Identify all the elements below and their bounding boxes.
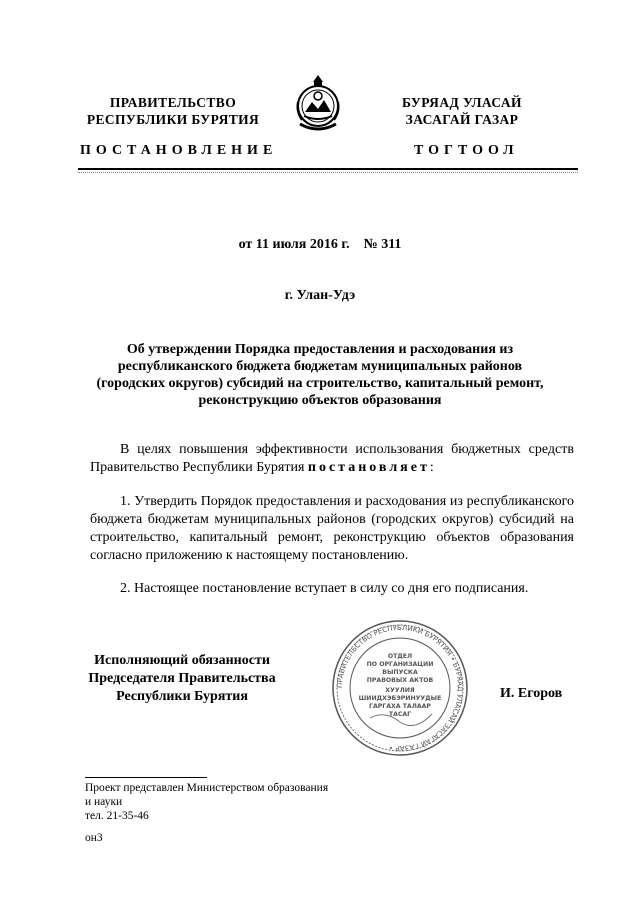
signatory-title-line2: Председателя Правительства (88, 671, 276, 686)
header-divider-dotted (78, 172, 578, 173)
signatory-title (78, 652, 286, 706)
intro-paragraph (90, 441, 574, 477)
seal-ring-text: ПРАВИТЕЛЬСТВО РЕСПУБЛИКИ БУРЯТИЯ • БУРЯАД УЛАСАЙ ЗАСАГАЙ ГАЗАР • (335, 623, 465, 753)
footnote (85, 781, 385, 823)
official-seal-icon (330, 618, 470, 758)
item-2-paragraph: 2. Настоящее постановление вступает в силу со дня его подписания. (120, 581, 529, 596)
document-title: Об утверждении Порядка предоставления и расходования из республиканского бюджета бюджетам муниципальных районов (городских округов) субсидий на строительство, капитальный ремонт, реконструкцию объектов образования (96, 342, 544, 408)
document-city: г. Улан-Удэ (284, 288, 356, 303)
signatory-name: И. Егоров (500, 686, 563, 701)
footnote-line1: Проект представлен Министерством образования (85, 782, 329, 794)
seal-center-line: ГАРГАХА ТАЛААР (369, 703, 431, 710)
document-code: он3 (85, 832, 103, 844)
resolves-keyword: постановляет (307, 460, 430, 475)
government-name-bua-line1: БУРЯАД УЛАСАЙ (402, 95, 522, 110)
signatory-title-line1: Исполняющий обязанности (94, 653, 270, 668)
footnote-divider (85, 777, 207, 778)
item-1-paragraph: 1. Утвердить Порядок предоставления и расходования из республиканского бюджета бюджетам муниципальных районов (городских округов) субсидий на строительство, капитальный ремонт, реконструкцию объектов образования согласно приложению к настоящему постановлению. (90, 494, 574, 563)
intro-text: В целях повышения эффективности использования бюджетных средств Правительство Республики Бурятия (90, 442, 574, 475)
footnote-line2: и науки (85, 796, 123, 808)
footnote-phone: тел. 21-35-46 (85, 810, 149, 822)
government-name-line1: ПРАВИТЕЛЬСТВО (109, 95, 237, 110)
seal-center-line: ОТДЕЛ (387, 653, 413, 660)
government-name-bua (372, 94, 552, 128)
seal-center-line: ХУУЛИЯ (385, 687, 415, 694)
seal-center-line: ВЫПУСКА (382, 669, 418, 676)
intro-end: : (429, 460, 434, 475)
document-date-number: от 11 июля 2016 г. № 311 (238, 237, 402, 252)
republic-emblem-icon (292, 72, 344, 134)
seal-center-line: ТАСАГ (388, 711, 412, 718)
seal-center-line: ШИИДХЭБЭРИНУУДЫЕ (358, 695, 442, 702)
signatory-title-line3: Республики Бурятия (116, 689, 248, 704)
document-type-ru: ПОСТАНОВЛЕНИЕ (80, 143, 278, 158)
document-type-bua: ТОГТООЛ (414, 143, 519, 158)
seal-center-line: ПРАВОВЫХ АКТОВ (366, 677, 434, 684)
seal-center-line: ПО ОРГАНИЗАЦИИ (366, 661, 434, 668)
header-divider (78, 168, 578, 170)
government-name-bua-line2: ЗАСАГАЙ ГАЗАР (405, 112, 519, 127)
government-name-ru (78, 94, 268, 128)
government-name-line2: РЕСПУБЛИКИ БУРЯТИЯ (86, 112, 260, 127)
